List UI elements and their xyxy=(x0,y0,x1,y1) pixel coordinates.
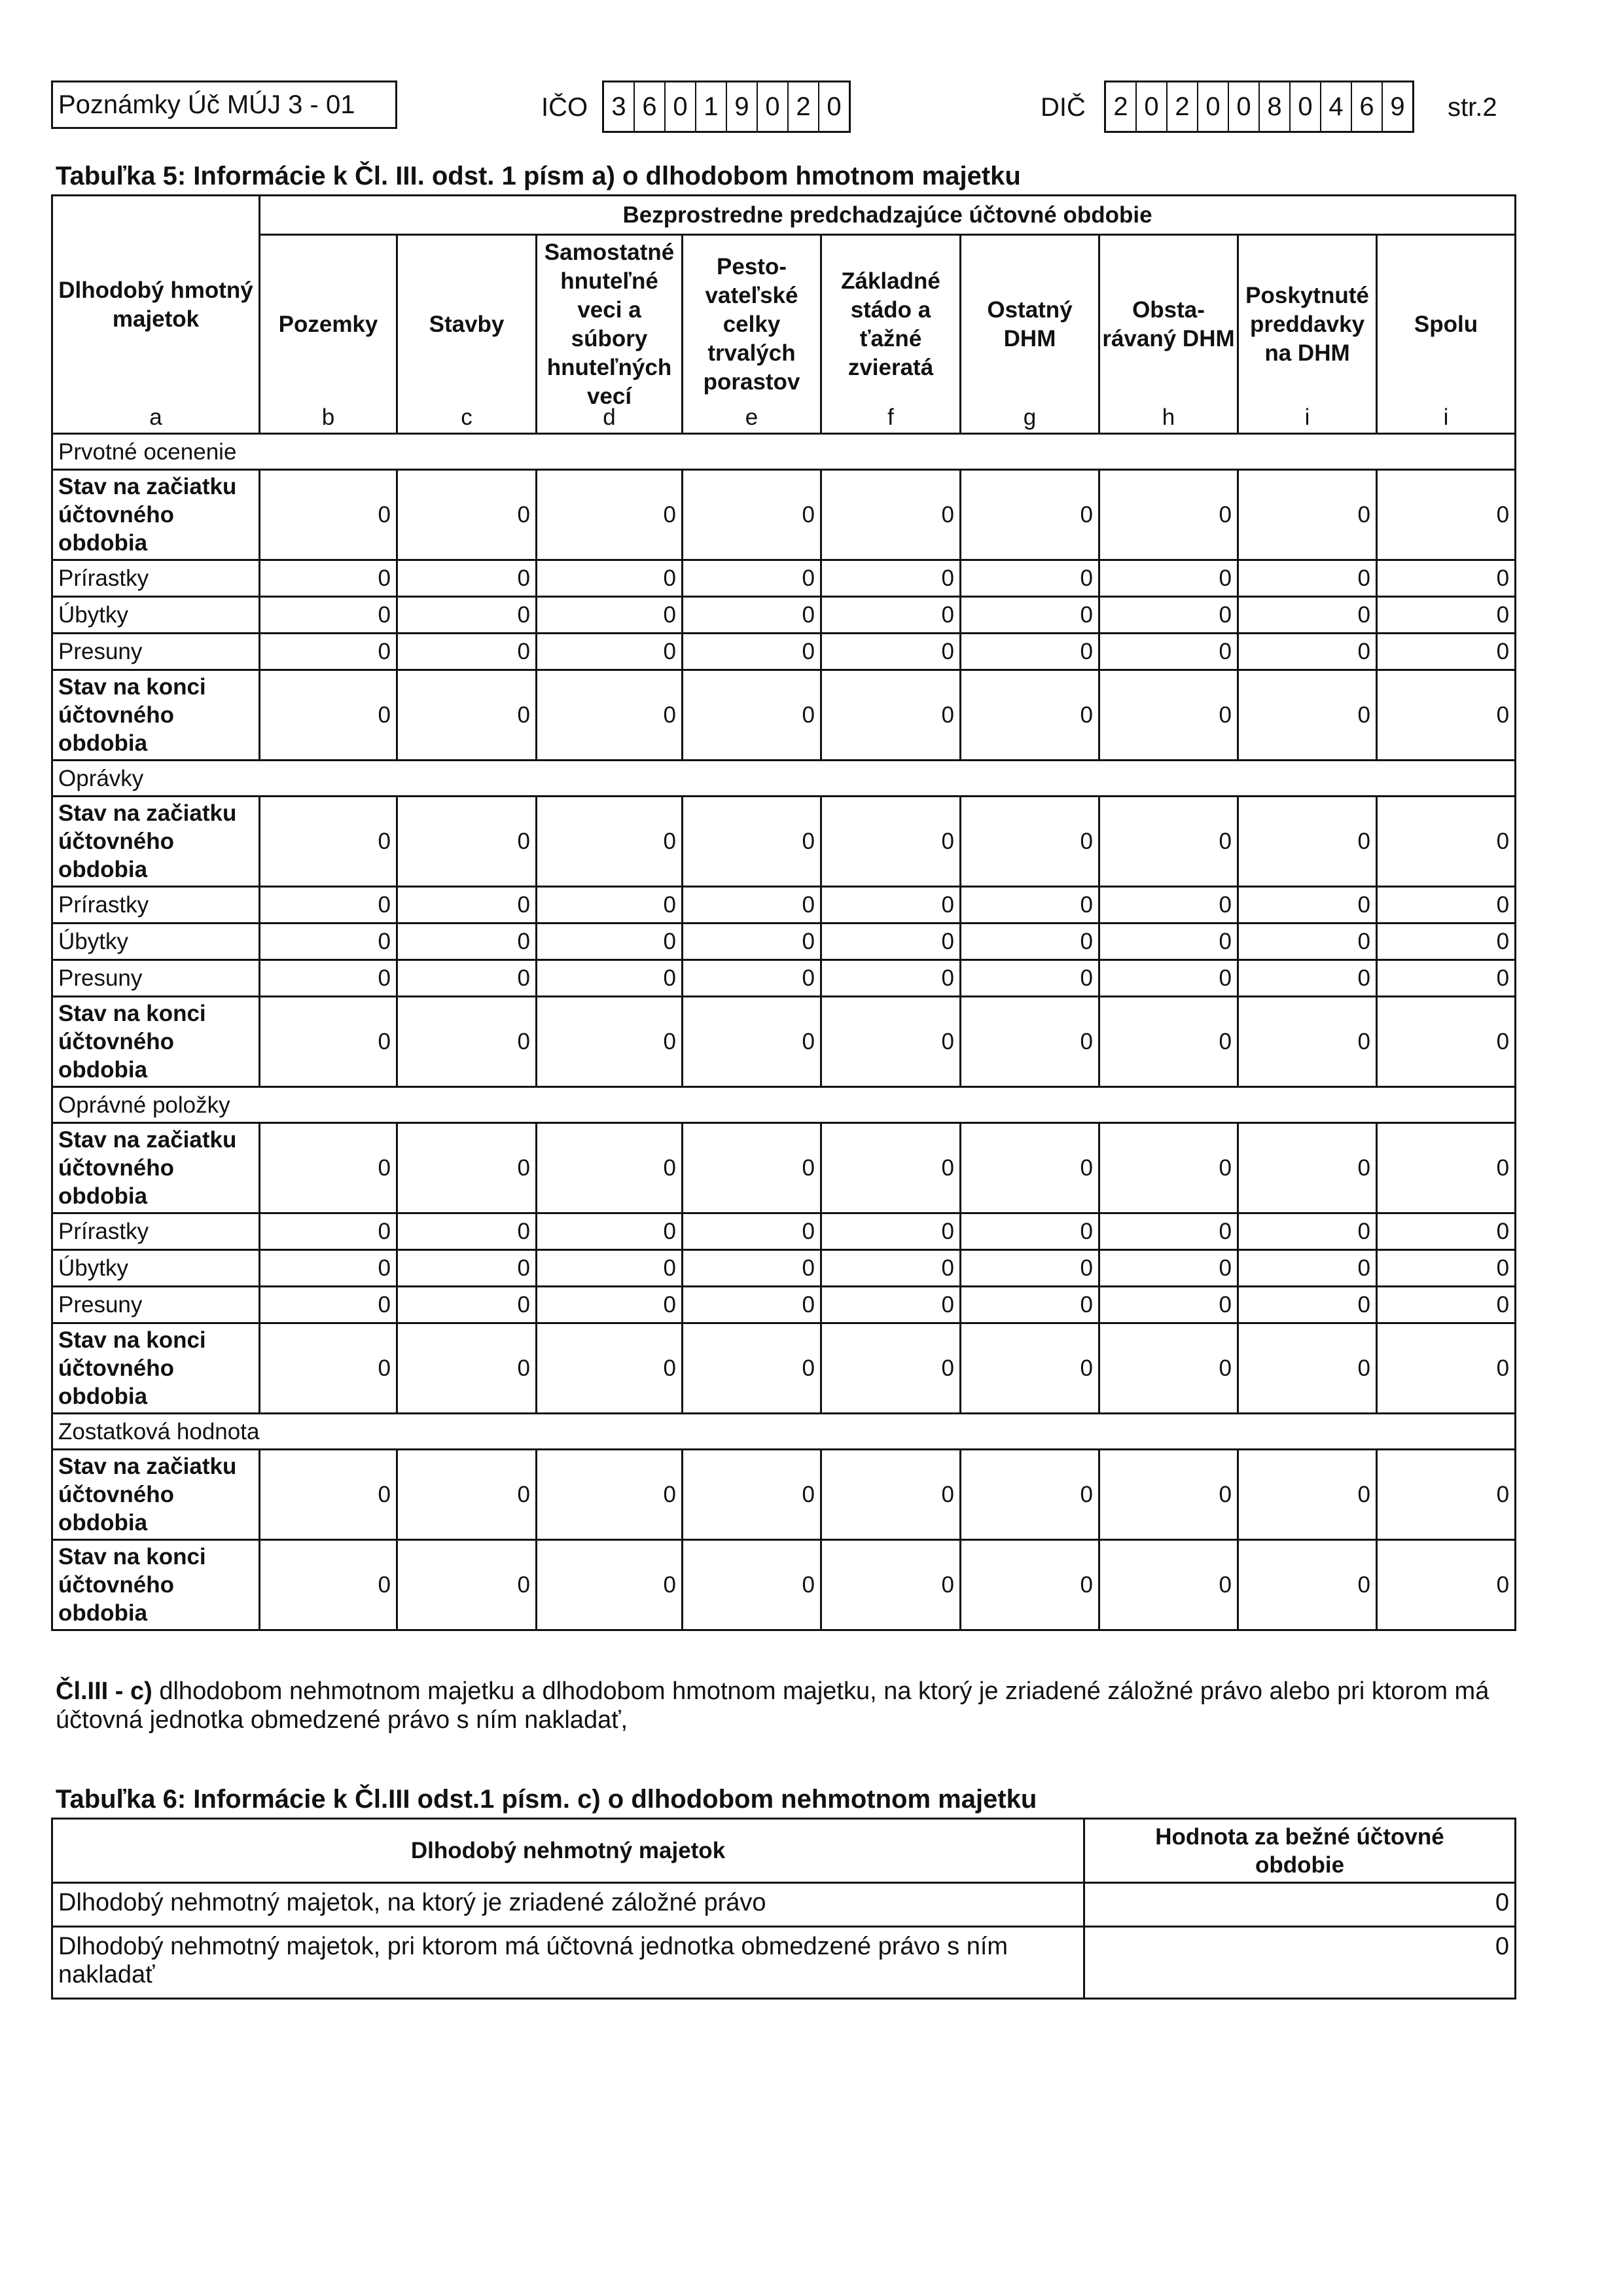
value-cell: 0 xyxy=(397,1540,537,1630)
value-cell: 0 xyxy=(961,887,1099,924)
value-cell: 0 xyxy=(1377,960,1516,997)
value-cell: 0 xyxy=(961,1250,1099,1287)
ico-label: IČO xyxy=(541,93,588,122)
column-label: Základné stádo a ťažné zvieratá xyxy=(841,268,940,380)
digit-box: 3 xyxy=(604,82,635,131)
table6-header-row xyxy=(52,1819,1516,1883)
value-cell: 0 xyxy=(961,634,1099,670)
section-row xyxy=(52,1087,1516,1123)
value-cell: 0 xyxy=(1377,887,1516,924)
value-cell: 0 xyxy=(961,797,1099,887)
value-cell: 0 xyxy=(397,1213,537,1250)
value-cell: 0 xyxy=(683,560,821,597)
value-cell: 0 xyxy=(1099,924,1238,960)
table-row xyxy=(52,797,1516,887)
value-cell: 0 xyxy=(260,1213,397,1250)
value-cell: 0 xyxy=(260,1123,397,1213)
value-cell: 0 xyxy=(397,597,537,634)
row-label: Úbytky xyxy=(52,1250,260,1287)
form-label: Poznámky Úč MÚJ 3 - 01 xyxy=(51,81,397,129)
row-label: Úbytky xyxy=(52,597,260,634)
value-cell: 0 xyxy=(397,1123,537,1213)
value-cell: 0 xyxy=(397,797,537,887)
value-cell: 0 xyxy=(1377,1250,1516,1287)
group-header-row xyxy=(52,196,1516,235)
column-letter: i xyxy=(1304,404,1310,430)
value-cell: 0 xyxy=(537,1323,683,1414)
value-cell: 0 xyxy=(537,1540,683,1630)
value-cell: 0 xyxy=(397,997,537,1087)
column-letter: d xyxy=(603,404,616,430)
value-cell: 0 xyxy=(1377,997,1516,1087)
value-cell: 0 xyxy=(1099,1450,1238,1540)
table-row xyxy=(52,924,1516,960)
section-row xyxy=(52,434,1516,470)
value-cell: 0 xyxy=(537,924,683,960)
value-cell: 0 xyxy=(961,1213,1099,1250)
note-prefix: Čl.III - c) xyxy=(56,1677,152,1705)
value-cell: 0 xyxy=(1099,597,1238,634)
digit-box: 0 xyxy=(1198,82,1229,131)
value-cell: 0 xyxy=(821,1123,961,1213)
value-cell: 0 xyxy=(1377,924,1516,960)
group-header: Bezprostredne predchadzajúce účtovné obdobie xyxy=(260,196,1516,235)
row-label: Presuny xyxy=(52,634,260,670)
value-cell: 0 xyxy=(683,924,821,960)
table-row xyxy=(52,670,1516,761)
value-cell: 0 xyxy=(537,560,683,597)
value-cell: 0 xyxy=(1238,960,1377,997)
value-cell: 0 xyxy=(397,634,537,670)
value-cell: 0 xyxy=(683,1540,821,1630)
section-title: Prvotné ocenenie xyxy=(52,434,1516,470)
column-label: Dlhodobý hmotný majetok xyxy=(58,277,253,332)
value-cell: 0 xyxy=(1377,1123,1516,1213)
value-cell: 0 xyxy=(1099,1123,1238,1213)
value-cell: 0 xyxy=(537,887,683,924)
column-letter: c xyxy=(461,404,473,430)
row-label: Presuny xyxy=(52,960,260,997)
value-cell: 0 xyxy=(1377,797,1516,887)
value-cell: 0 xyxy=(821,1213,961,1250)
row-label: Stav na konci účtovného obdobia xyxy=(52,1540,260,1630)
digit-box: 9 xyxy=(1390,92,1405,121)
column-header xyxy=(260,235,397,434)
value-cell: 0 xyxy=(1238,997,1377,1087)
table-row xyxy=(52,634,1516,670)
value-cell: 0 xyxy=(683,1123,821,1213)
value-cell: 0 xyxy=(1377,670,1516,761)
value-cell: 0 xyxy=(821,470,961,560)
row-label: Prírastky xyxy=(52,1213,260,1250)
table-row xyxy=(52,1123,1516,1213)
value-cell: 0 xyxy=(821,997,961,1087)
column-header xyxy=(1238,235,1377,434)
value-cell: 0 xyxy=(1377,1450,1516,1540)
digit-box: 6 xyxy=(1352,82,1383,131)
value-cell: 0 xyxy=(260,597,397,634)
value-cell: 0 xyxy=(397,1323,537,1414)
row-label: Stav na začiatku účtovného obdobia xyxy=(52,1123,260,1213)
value-cell: 0 xyxy=(683,1450,821,1540)
digit-box: 0 xyxy=(1229,82,1260,131)
value-cell: 0 xyxy=(961,960,1099,997)
table6-row xyxy=(52,1927,1516,1999)
value-cell: 0 xyxy=(961,1540,1099,1630)
value-cell: 0 xyxy=(537,997,683,1087)
value-cell: 0 xyxy=(821,924,961,960)
table-row xyxy=(52,1287,1516,1323)
table-row xyxy=(52,960,1516,997)
value-cell: 0 xyxy=(1099,470,1238,560)
row-label: Dlhodobý nehmotný majetok, na ktorý je zriadené záložné právo xyxy=(52,1883,1084,1927)
value-cell: 0 xyxy=(260,1540,397,1630)
value-cell: 0 xyxy=(397,887,537,924)
column-header xyxy=(537,235,683,434)
value-cell: 0 xyxy=(821,887,961,924)
value-cell: 0 xyxy=(683,1287,821,1323)
value-cell: 0 xyxy=(537,960,683,997)
row-label: Úbytky xyxy=(52,924,260,960)
value-cell: 0 xyxy=(1377,1287,1516,1323)
column-letter: b xyxy=(321,404,335,430)
value-cell: 0 xyxy=(1377,1213,1516,1250)
value-cell: 0 xyxy=(1238,1450,1377,1540)
value-cell: 0 xyxy=(537,1450,683,1540)
value-cell: 0 xyxy=(260,924,397,960)
value-cell: 0 xyxy=(821,670,961,761)
value-cell: 0 xyxy=(961,670,1099,761)
digit-box: 0 xyxy=(1291,82,1321,131)
value-cell: 0 xyxy=(1238,887,1377,924)
value-cell: 0 xyxy=(1238,1287,1377,1323)
table5 xyxy=(51,194,1516,1631)
column-label: Poskytnuté preddavky na DHM xyxy=(1245,282,1369,366)
value-cell: 0 xyxy=(821,1450,961,1540)
table-row xyxy=(52,1450,1516,1540)
column-letter: a xyxy=(149,404,162,430)
table-row xyxy=(52,1540,1516,1630)
value-cell: 0 xyxy=(260,634,397,670)
digit-box: 0 xyxy=(827,92,842,121)
value-cell: 0 xyxy=(397,1250,537,1287)
value-cell: 0 xyxy=(1238,597,1377,634)
value-cell: 0 xyxy=(683,960,821,997)
value-cell: 0 xyxy=(821,597,961,634)
value-cell: 0 xyxy=(537,797,683,887)
value-cell: 0 xyxy=(1377,597,1516,634)
value-cell: 0 xyxy=(1238,924,1377,960)
value-cell: 0 xyxy=(260,997,397,1087)
ico-digits xyxy=(602,81,851,133)
table6-col1-header: Dlhodobý nehmotný majetok xyxy=(52,1819,1084,1883)
value-cell: 0 xyxy=(260,560,397,597)
value-cell: 0 xyxy=(260,960,397,997)
column-label: Ostatný DHM xyxy=(987,296,1073,351)
digit-box: 1 xyxy=(696,82,727,131)
digit-box: 0 xyxy=(1137,82,1168,131)
row-label: Stav na začiatku účtovného obdobia xyxy=(52,1450,260,1540)
value-cell: 0 xyxy=(1238,1540,1377,1630)
column-header xyxy=(1099,235,1238,434)
column-header-row xyxy=(52,235,1516,434)
value-cell: 0 xyxy=(821,1250,961,1287)
value-cell: 0 xyxy=(683,887,821,924)
column-label: Samostatné hnuteľné veci a súbory hnuteľných vecí xyxy=(544,239,675,409)
table-row xyxy=(52,560,1516,597)
value-cell: 0 xyxy=(1099,1323,1238,1414)
digit-box: 9 xyxy=(727,82,758,131)
value-cell: 0 xyxy=(397,924,537,960)
value-cell: 0 xyxy=(1099,1250,1238,1287)
value-cell: 0 xyxy=(1099,960,1238,997)
section-title: Oprávné položky xyxy=(52,1087,1516,1123)
value-cell: 0 xyxy=(1377,560,1516,597)
value-cell: 0 xyxy=(961,560,1099,597)
value-cell: 0 xyxy=(1238,470,1377,560)
digit-box: 0 xyxy=(758,82,789,131)
column-letter: i xyxy=(1443,404,1449,430)
value-cell: 0 xyxy=(683,470,821,560)
column-header xyxy=(961,235,1099,434)
value-cell: 0 xyxy=(683,1213,821,1250)
value-cell: 0 xyxy=(397,470,537,560)
row-label: Dlhodobý nehmotný majetok, pri ktorom má účtovná jednotka obmedzené právo s ním nakladať xyxy=(52,1927,1084,1999)
column-label: Pozemky xyxy=(278,311,378,337)
table-row xyxy=(52,1213,1516,1250)
value-cell: 0 xyxy=(683,797,821,887)
table6-title: Tabuľka 6: Informácie k Čl.III odst.1 písm. c) o dlhodobom nehmotnom majetku xyxy=(56,1785,1037,1814)
value-cell: 0 xyxy=(537,470,683,560)
value-cell: 0 xyxy=(1099,560,1238,597)
row-label: Stav na konci účtovného obdobia xyxy=(52,670,260,761)
value-cell: 0 xyxy=(260,887,397,924)
value-cell: 0 xyxy=(683,670,821,761)
table-row xyxy=(52,997,1516,1087)
value-cell: 0 xyxy=(537,1287,683,1323)
table-row xyxy=(52,1323,1516,1414)
value-cell: 0 xyxy=(1377,1540,1516,1630)
note-text: dlhodobom nehmotnom majetku a dlhodobom hmotnom majetku, na ktorý je zriadené záložné právo alebo pri ktorom má účtovná jednotka obmedzené právo s ním nakladať, xyxy=(56,1677,1489,1734)
value-cell: 0 xyxy=(683,634,821,670)
column-header xyxy=(1377,235,1516,434)
value-cell: 0 xyxy=(1099,887,1238,924)
value-cell: 0 xyxy=(961,470,1099,560)
column-letter: g xyxy=(1023,404,1037,430)
value-cell: 0 xyxy=(1238,1123,1377,1213)
value-cell: 0 xyxy=(821,560,961,597)
value-cell: 0 xyxy=(537,1250,683,1287)
digit-box: 6 xyxy=(635,82,666,131)
value-cell: 0 xyxy=(1099,1213,1238,1250)
value-cell: 0 xyxy=(260,1323,397,1414)
value-cell: 0 xyxy=(397,560,537,597)
value-cell: 0 xyxy=(397,960,537,997)
value-cell: 0 xyxy=(260,797,397,887)
value-cell: 0 xyxy=(1084,1883,1516,1927)
value-cell: 0 xyxy=(821,1540,961,1630)
table-row xyxy=(52,1250,1516,1287)
column-label: Spolu xyxy=(1414,311,1478,337)
row-label: Presuny xyxy=(52,1287,260,1323)
value-cell: 0 xyxy=(1377,1323,1516,1414)
column-header xyxy=(821,235,961,434)
note-paragraph xyxy=(56,1677,1515,1734)
row-label: Stav na začiatku účtovného obdobia xyxy=(52,470,260,560)
column-label: Pesto-vateľské celky trvalých porastov xyxy=(703,253,800,395)
value-cell: 0 xyxy=(961,1323,1099,1414)
value-cell: 0 xyxy=(1084,1927,1516,1999)
column-label: Obsta-rávaný DHM xyxy=(1102,296,1235,351)
value-cell: 0 xyxy=(1238,1323,1377,1414)
value-cell: 0 xyxy=(821,634,961,670)
value-cell: 0 xyxy=(260,470,397,560)
section-title: Oprávky xyxy=(52,761,1516,797)
digit-box: 2 xyxy=(1106,82,1137,131)
value-cell: 0 xyxy=(683,597,821,634)
value-cell: 0 xyxy=(397,670,537,761)
row-label: Prírastky xyxy=(52,887,260,924)
value-cell: 0 xyxy=(683,997,821,1087)
value-cell: 0 xyxy=(961,1123,1099,1213)
dic-label: DIČ xyxy=(1041,93,1086,122)
column-header-a xyxy=(52,196,260,434)
value-cell: 0 xyxy=(1099,797,1238,887)
table5-title: Tabuľka 5: Informácie k Čl. III. odst. 1 písm a) o dlhodobom hmotnom majetku xyxy=(56,162,1021,190)
value-cell: 0 xyxy=(1238,560,1377,597)
value-cell: 0 xyxy=(1377,470,1516,560)
digit-box: 2 xyxy=(789,82,819,131)
column-header xyxy=(683,235,821,434)
section-row xyxy=(52,1414,1516,1450)
value-cell: 0 xyxy=(1238,1250,1377,1287)
table6-col2-header: Hodnota za bežné účtovné obdobie xyxy=(1084,1819,1516,1883)
value-cell: 0 xyxy=(537,597,683,634)
section-title: Zostatková hodnota xyxy=(52,1414,1516,1450)
value-cell: 0 xyxy=(1238,634,1377,670)
value-cell: 0 xyxy=(260,1287,397,1323)
value-cell: 0 xyxy=(1099,634,1238,670)
value-cell: 0 xyxy=(1238,797,1377,887)
page-number: str.2 xyxy=(1448,93,1497,122)
table-row xyxy=(52,887,1516,924)
value-cell: 0 xyxy=(961,924,1099,960)
row-label: Stav na konci účtovného obdobia xyxy=(52,997,260,1087)
value-cell: 0 xyxy=(821,960,961,997)
value-cell: 0 xyxy=(961,1450,1099,1540)
row-label: Stav na začiatku účtovného obdobia xyxy=(52,797,260,887)
value-cell: 0 xyxy=(260,670,397,761)
value-cell: 0 xyxy=(1099,1287,1238,1323)
value-cell: 0 xyxy=(961,997,1099,1087)
section-row xyxy=(52,761,1516,797)
row-label: Stav na konci účtovného obdobia xyxy=(52,1323,260,1414)
column-letter: h xyxy=(1162,404,1175,430)
value-cell: 0 xyxy=(683,1323,821,1414)
value-cell: 0 xyxy=(1099,670,1238,761)
value-cell: 0 xyxy=(1099,997,1238,1087)
value-cell: 0 xyxy=(821,1323,961,1414)
table6 xyxy=(51,1818,1516,2000)
value-cell: 0 xyxy=(821,1287,961,1323)
column-header xyxy=(397,235,537,434)
row-label: Prírastky xyxy=(52,560,260,597)
value-cell: 0 xyxy=(961,597,1099,634)
value-cell: 0 xyxy=(397,1450,537,1540)
digit-box: 0 xyxy=(666,82,696,131)
value-cell: 0 xyxy=(537,1123,683,1213)
digit-box: 4 xyxy=(1321,82,1352,131)
value-cell: 0 xyxy=(1377,634,1516,670)
value-cell: 0 xyxy=(821,797,961,887)
dic-digits xyxy=(1104,81,1414,133)
column-letter: e xyxy=(745,404,758,430)
column-label: Stavby xyxy=(429,311,505,337)
table-row xyxy=(52,597,1516,634)
value-cell: 0 xyxy=(260,1450,397,1540)
value-cell: 0 xyxy=(1238,1213,1377,1250)
value-cell: 0 xyxy=(537,634,683,670)
column-letter: f xyxy=(887,404,894,430)
digit-box: 2 xyxy=(1168,82,1198,131)
value-cell: 0 xyxy=(683,1250,821,1287)
table-row xyxy=(52,470,1516,560)
table6-row xyxy=(52,1883,1516,1927)
digit-box: 8 xyxy=(1260,82,1291,131)
value-cell: 0 xyxy=(397,1287,537,1323)
value-cell: 0 xyxy=(1238,670,1377,761)
value-cell: 0 xyxy=(537,670,683,761)
value-cell: 0 xyxy=(260,1250,397,1287)
value-cell: 0 xyxy=(961,1287,1099,1323)
value-cell: 0 xyxy=(537,1213,683,1250)
value-cell: 0 xyxy=(1099,1540,1238,1630)
